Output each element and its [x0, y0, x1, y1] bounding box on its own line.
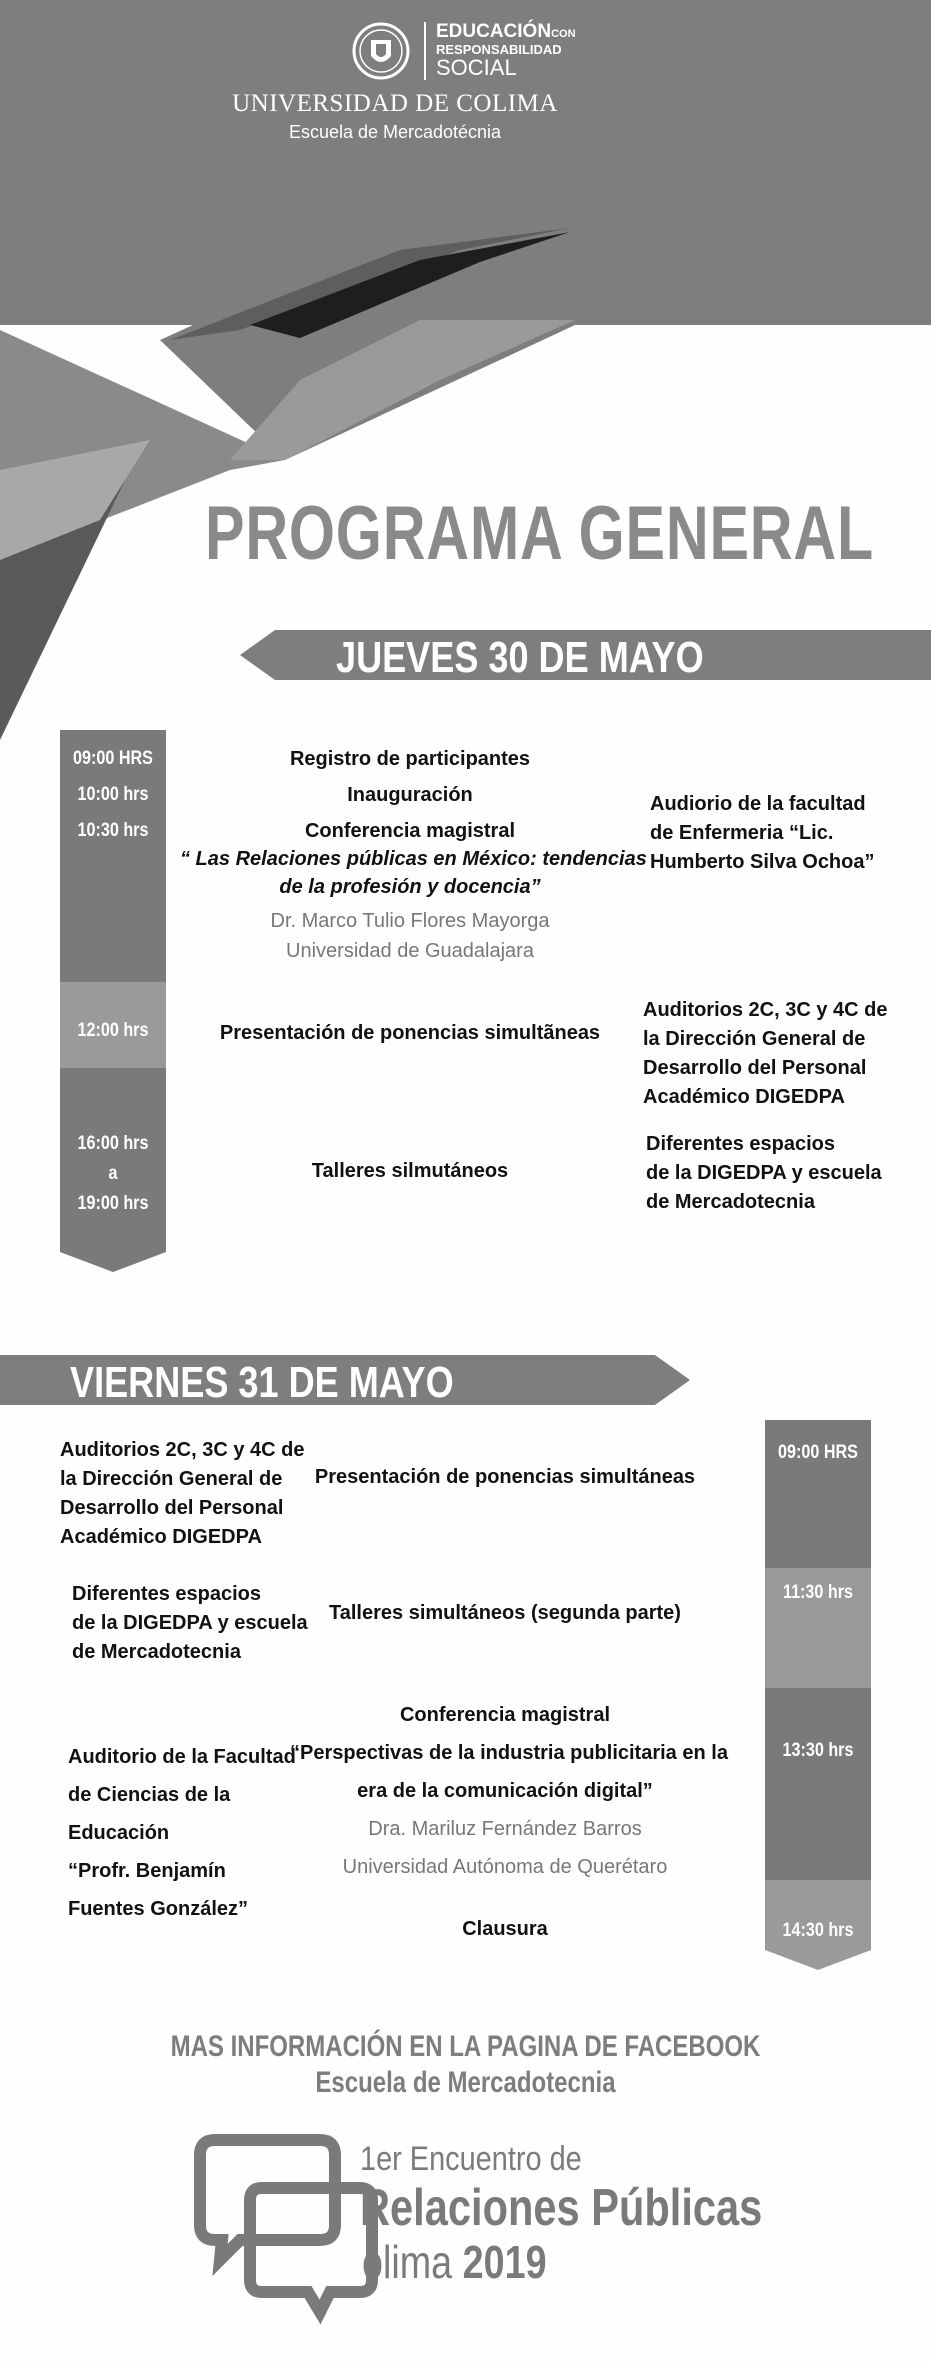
friday-speaker-name: Dra. Mariluz Fernández Barros	[368, 1818, 642, 1840]
thursday-speaker-org-text: Universidad de Guadalajara	[286, 940, 534, 962]
location-line: Académico DIGEDPA	[643, 1086, 845, 1108]
location-line: la Dirección General de	[60, 1468, 283, 1490]
location-line: Audiorio de la facultad	[650, 793, 866, 815]
brand-tagline	[436, 22, 576, 79]
event-line-3	[362, 2235, 547, 2289]
friday-time-1: 09:00 HRS	[778, 1442, 858, 1463]
friday-location-2	[72, 1580, 308, 1667]
brand-line-1: EDUCACIÓN	[436, 21, 552, 42]
more-info	[0, 2030, 931, 2100]
thursday-banner: JUEVES 30 DE MAYO	[336, 633, 704, 682]
friday-activity-talleres: Talleres simultáneos (segunda parte)	[329, 1602, 681, 1624]
thursday-conference-title-1-text: “ Las Relaciones públicas en México: tendencias	[180, 848, 647, 870]
friday-time-4: 14:30 hrs	[782, 1920, 854, 1941]
friday-banner: VIERNES 31 DE MAYO	[70, 1358, 454, 1407]
location-line: Fuentes González”	[68, 1898, 249, 1920]
thursday-activity-conferencia: Conferencia magistral	[304, 820, 516, 842]
event-line-1: 1er Encuentro de	[360, 2140, 582, 2178]
location-line: “Profr. Benjamín	[68, 1860, 226, 1882]
location-line: Desarrollo del Personal	[643, 1057, 867, 1079]
friday-time-column	[765, 1420, 871, 1970]
more-info-line-2: Escuela de Mercadotecnia	[315, 2066, 616, 2099]
thursday-activity-registro: Registro de participantes	[289, 748, 531, 770]
thursday-activity-talleres: Talleres silmutáneos	[311, 1160, 509, 1182]
location-line: de Ciencias de la	[68, 1784, 231, 1806]
brand-line-2: RESPONSABILIDAD	[436, 42, 562, 57]
friday-time-3: 13:30 hrs	[782, 1740, 854, 1761]
brand-line-3: SOCIAL	[436, 55, 517, 80]
friday-time-2: 11:30 hrs	[782, 1582, 854, 1603]
location-line: de Mercadotecnia	[72, 1641, 241, 1663]
logo-divider	[424, 22, 426, 80]
friday-activity-ponencias: Presentación de ponencias simultáneas	[314, 1466, 696, 1488]
thursday-speaker	[180, 910, 640, 933]
thursday-time-5c: 19:00 hrs	[77, 1193, 149, 1214]
page-title: PROGRAMA GENERAL	[205, 491, 874, 576]
thursday-location-2	[643, 996, 888, 1112]
thursday-speaker-name: Dr. Marco Tulio Flores Mayorga	[270, 910, 550, 932]
school-name: Escuela de Mercadotécnia	[288, 122, 502, 142]
friday-activity-conferencia: Conferencia magistral	[399, 1704, 611, 1726]
thursday-time-2: 10:00 hrs	[77, 784, 149, 805]
location-line: Académico DIGEDPA	[60, 1526, 262, 1548]
thursday-location-3	[646, 1130, 882, 1217]
thursday-conference-title-1	[180, 848, 647, 871]
friday-location-1	[60, 1436, 305, 1552]
friday-conference-title-2: era de la comunicación digital”	[357, 1780, 653, 1802]
event-city: olima	[362, 2236, 453, 2288]
thursday-time-1: 09:00 HRS	[73, 748, 153, 769]
university-seal-icon	[352, 20, 410, 82]
location-line: Diferentes espacios	[646, 1133, 835, 1155]
thursday-conference-title-2	[180, 876, 640, 899]
thursday-activity-ponencias: Presentación de ponencias simultãneas	[219, 1022, 601, 1044]
friday-conference-title-1: “Perspectivas de la industria publicitaria en la	[290, 1742, 728, 1764]
location-line: de la DIGEDPA y escuela	[646, 1162, 882, 1184]
thursday-time-5b: a	[108, 1163, 118, 1184]
event-year: 2019	[462, 2236, 547, 2288]
friday-speaker-org-text: Universidad Autónoma de Querétaro	[342, 1856, 668, 1878]
brand-con: CON	[551, 28, 576, 40]
thursday-time-column	[60, 730, 166, 1272]
university-name: UNIVERSIDAD DE COLIMA	[232, 90, 558, 117]
thursday-time-4: 12:00 hrs	[77, 1020, 149, 1041]
event-line-2: Relaciones Públicas	[360, 2179, 763, 2237]
location-line: Diferentes espacios	[72, 1583, 261, 1605]
thursday-location-1	[650, 790, 875, 877]
thursday-speaker-org	[180, 940, 640, 963]
location-line: de Mercadotecnia	[646, 1191, 815, 1213]
thursday-activity-inauguracion: Inauguración	[347, 784, 473, 806]
location-line: de la DIGEDPA y escuela	[72, 1612, 308, 1634]
location-line: de Enfermeria “Lic.	[650, 822, 834, 844]
thursday-conference-title-2-text: de la profesión y docencia”	[279, 876, 541, 898]
friday-speaker-org	[290, 1856, 720, 1879]
more-info-line-1: MAS INFORMACIÓN EN LA PAGINA DE FACEBOOK	[170, 2030, 761, 2063]
location-line: Humberto Silva Ochoa”	[650, 851, 875, 873]
location-line: Auditorio de la Facultad	[68, 1746, 296, 1768]
location-line: Auditorios 2C, 3C y 4C de	[643, 999, 888, 1021]
thursday-time-3: 10:30 hrs	[77, 820, 149, 841]
friday-activity-clausura: Clausura	[462, 1918, 548, 1940]
friday-location-3	[68, 1738, 296, 1928]
friday-speaker	[290, 1818, 720, 1841]
location-line: Auditorios 2C, 3C y 4C de	[60, 1439, 305, 1461]
location-line: la Dirección General de	[643, 1028, 866, 1050]
location-line: Desarrollo del Personal	[60, 1497, 284, 1519]
location-line: Educación	[68, 1822, 170, 1844]
thursday-time-5a: 16:00 hrs	[77, 1133, 149, 1154]
